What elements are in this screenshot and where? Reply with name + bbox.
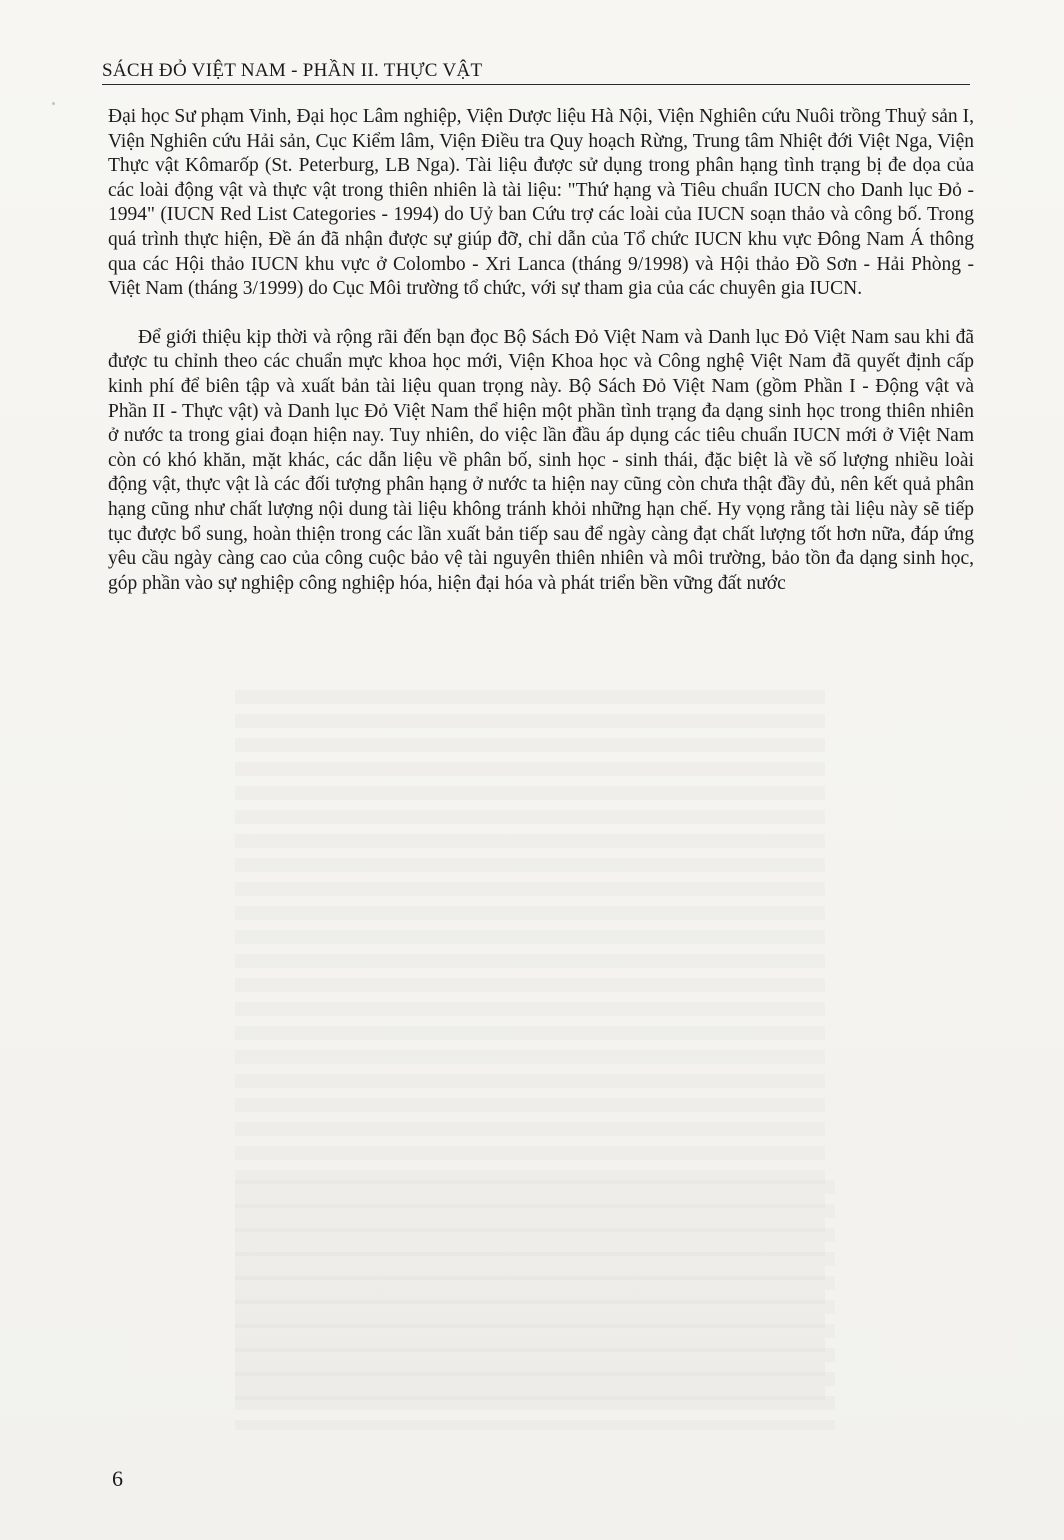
- running-header: [102, 60, 970, 88]
- bleed-through-texture: [235, 690, 825, 1410]
- paper-speck: [52, 102, 55, 105]
- paragraph-publication: Để giới thiệu kịp thời và rộng rãi đến bạn đọc Bộ Sách Đỏ Việt Nam và Danh lục Đỏ Việt Nam sau khi đã được tu chỉnh theo các chuẩn mực khoa học mới, Viện Khoa học và Công nghệ Việt Nam đã quyết định cấp kinh phí để biên tập và xuất bản tài liệu quan trọng này. Bộ Sách Đỏ Việt Nam (gồm Phần I - Động vật và Phần II - Thực vật) và Danh lục Đỏ Việt Nam thể hiện một phần tình trạng đa dạng sinh học trong thiên nhiên ở nước ta trong giai đoạn hiện nay. Tuy nhiên, do việc lần đầu áp dụng các tiêu chuẩn IUCN mới ở Việt Nam còn có khó khăn, mặt khác, các dẫn liệu về phân bố, sinh học - sinh thái, đặc biệt là về số lượng nhiều loài động vật, thực vật là các đối tượng phân hạng ở nước ta hiện nay cũng còn chưa thật đầy đủ, nên kết quả phân hạng cũng như chất lượng nội dung tài liệu không tránh khỏi những hạn chế. Hy vọng rằng tài liệu này sẽ tiếp tục được bổ sung, hoàn thiện trong các lần xuất bản tiếp sau để ngày càng đạt chất lượng tốt hơn nữa, đáp ứng yêu cầu ngày càng cao của công cuộc bảo vệ tài nguyên thiên nhiên và môi trường, bảo tồn đa dạng sinh học, góp phần vào sự nghiệp công nghiệp hóa, hiện đại hóa và phát triển bền vững đất nước: [108, 326, 974, 594]
- body-text: [108, 105, 974, 596]
- page-number: 6: [112, 1466, 123, 1491]
- header-rule: [102, 84, 970, 85]
- paragraph-contributors: Đại học Sư phạm Vinh, Đại học Lâm nghiệp, Viện Dược liệu Hà Nội, Viện Nghiên cứu Nuôi trồng Thuỷ sản I, Viện Nghiên cứu Hải sản, Cục Kiểm lâm, Viện Điều tra Quy hoạch Rừng, Trung tâm Nhiệt đới Việt Nga, Viện Thực vật Kômarốp (St. Peterburg, LB Nga). Tài liệu được sử dụng trong phân hạng tình trạng bị đe dọa của các loài động vật và thực vật trong thiên nhiên là tài liệu: "Thứ hạng và Tiêu chuẩn IUCN cho Danh lục Đỏ - 1994" (IUCN Red List Categories - 1994) do Uỷ ban Cứu trợ các loài của IUCN soạn thảo và công bố. Trong quá trình thực hiện, Đề án đã nhận được sự giúp đỡ, chỉ dẫn của Tổ chức IUCN khu vực Đông Nam Á thông qua các Hội thảo IUCN khu vực ở Colombo - Xri Lanca (tháng 9/1998) và Hội thảo Đồ Sơn - Hải Phòng - Việt Nam (tháng 3/1999) do Cục Môi trường tổ chức, với sự tham gia của các chuyên gia IUCN.: [108, 106, 974, 300]
- bleed-through-texture-lower: [235, 1180, 835, 1430]
- running-title: SÁCH ĐỎ VIỆT NAM - PHẦN II. THỰC VẬT: [102, 60, 483, 81]
